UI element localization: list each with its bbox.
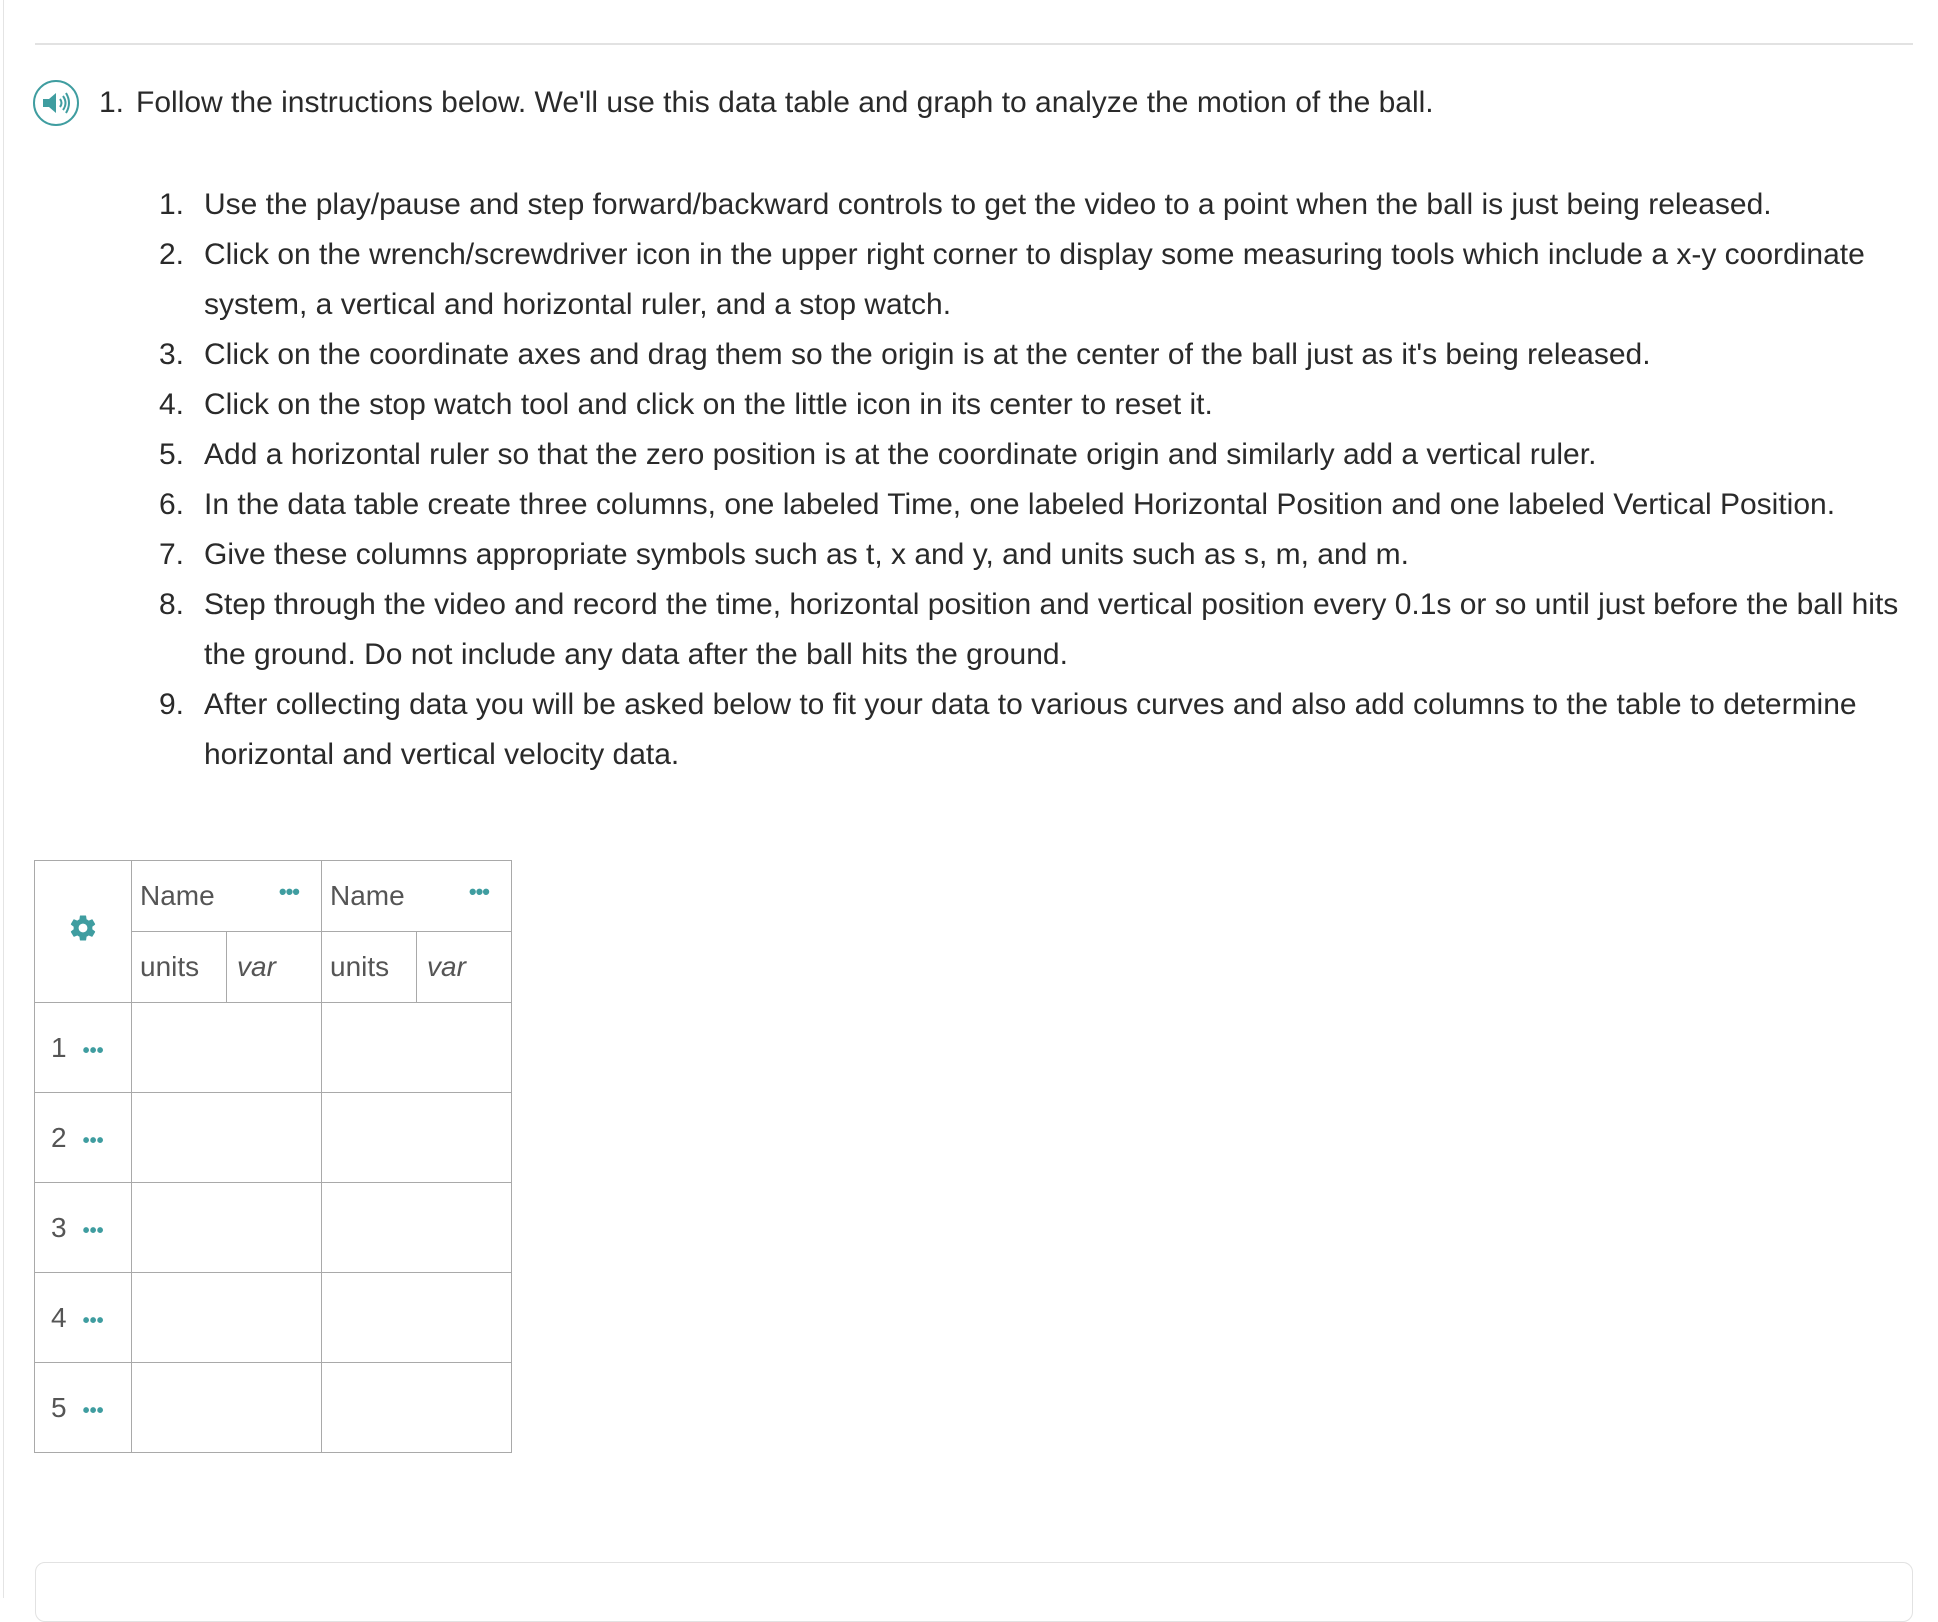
table-cell[interactable] [322,1363,512,1453]
instruction-item [159,430,1899,480]
row-number: 1 [51,1031,67,1063]
table-cell[interactable] [132,1093,322,1183]
row-header [35,1363,132,1453]
instruction-item [159,530,1899,580]
row-number: 5 [51,1391,67,1423]
row-menu-icon[interactable]: ••• [82,1039,104,1062]
instruction-item [159,330,1899,380]
row-header [35,1273,132,1363]
column-var-cell[interactable]: var [417,932,512,1003]
row-header [35,1093,132,1183]
instruction-item [159,180,1899,230]
instructions-list [159,180,1899,780]
row-header [35,1183,132,1273]
instruction-item [159,480,1899,530]
table-cell[interactable] [322,1183,512,1273]
instruction-number: 6. [159,488,185,521]
table-cell[interactable] [132,1363,322,1453]
top-divider [35,43,1913,45]
column-name-cell[interactable] [322,861,512,932]
instruction-text: Click on the coordinate axes and drag them so the origin is at the center of the ball just as it's being released. [204,338,1651,371]
instruction-text: Use the play/pause and step forward/backward controls to get the video to a point when the ball is just being released. [204,188,1772,221]
table-settings-button[interactable] [68,913,98,950]
column-name: Name [140,880,215,911]
row-menu-icon[interactable]: ••• [82,1219,104,1242]
table-cell[interactable] [132,1183,322,1273]
question-number: 1. [99,86,125,119]
row-number: 4 [51,1301,67,1333]
instruction-item [159,680,1899,780]
left-border [3,0,4,1598]
column-units-cell[interactable]: units [322,932,417,1003]
question-prompt: Follow the instructions below. We'll use this data table and graph to analyze the motion of the ball. [136,86,1434,119]
row-menu-icon[interactable]: ••• [82,1399,104,1422]
column-name: Name [330,880,405,911]
column-var-cell[interactable]: var [227,932,322,1003]
column-menu-icon[interactable]: ••• [468,879,489,904]
table-cell[interactable] [322,1003,512,1093]
instruction-text: Click on the wrench/screwdriver icon in the upper right corner to display some measuring tools which include a x-y coordinate system, a vertical and horizontal ruler, and a stop watch. [204,238,1865,321]
instruction-text: Click on the stop watch tool and click on the little icon in its center to reset it. [204,388,1213,421]
instruction-number: 1. [159,188,185,221]
instruction-text: In the data table create three columns, one labeled Time, one labeled Horizontal Position and one labeled Vertical Position. [204,488,1836,521]
table-settings-cell [35,861,132,1003]
instruction-item [159,580,1899,680]
row-number: 3 [51,1211,67,1243]
speaker-icon [41,90,71,116]
table-cell[interactable] [322,1093,512,1183]
instruction-text: Step through the video and record the time, horizontal position and vertical position every 0.1s or so until just before the ball hits the ground. Do not include any data after the ball hits the ground. [204,588,1899,671]
question-header [33,80,1434,126]
data-table [34,860,512,1453]
question-text [99,86,1434,120]
row-header [35,1003,132,1093]
table-cell[interactable] [132,1003,322,1093]
row-menu-icon[interactable]: ••• [82,1129,104,1152]
instruction-item [159,230,1899,330]
instruction-text: Give these columns appropriate symbols such as t, x and y, and units such as s, m, and m. [204,538,1410,571]
next-question-card [35,1562,1913,1622]
column-units-cell[interactable]: units [132,932,227,1003]
gear-icon [68,913,98,943]
instruction-text: After collecting data you will be asked below to fit your data to various curves and also add columns to the table to determine horizontal and vertical velocity data. [204,688,1857,771]
row-number: 2 [51,1121,67,1153]
audio-button[interactable] [33,80,79,126]
row-menu-icon[interactable]: ••• [82,1309,104,1332]
instruction-number: 4. [159,388,185,421]
instruction-number: 5. [159,438,185,471]
instruction-number: 9. [159,688,185,721]
instruction-number: 8. [159,588,185,621]
column-name-cell[interactable] [132,861,322,932]
instruction-number: 3. [159,338,185,371]
instruction-number: 7. [159,538,185,571]
instruction-text: Add a horizontal ruler so that the zero position is at the coordinate origin and similarly add a vertical ruler. [204,438,1597,471]
table-cell[interactable] [132,1273,322,1363]
instruction-item [159,380,1899,430]
table-cell[interactable] [322,1273,512,1363]
instruction-number: 2. [159,238,185,271]
column-menu-icon[interactable]: ••• [278,879,299,904]
